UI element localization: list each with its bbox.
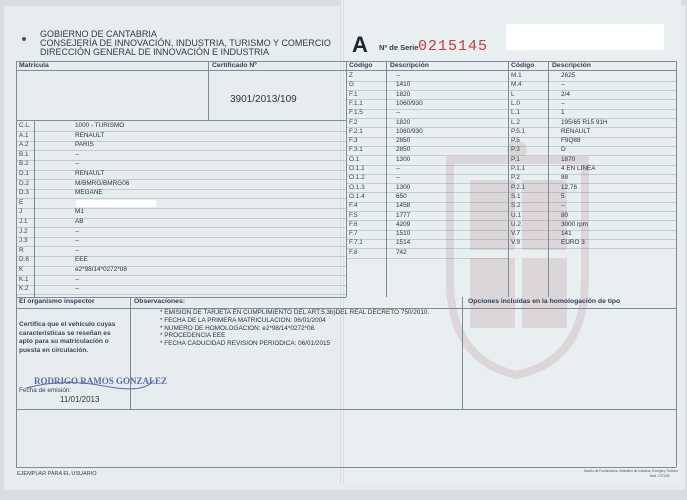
mid-field-row-divider xyxy=(346,258,508,259)
left-field-value: MEGANE xyxy=(75,189,103,197)
mid-field-value: -- xyxy=(396,72,401,79)
right-field-row-divider xyxy=(508,192,676,193)
left-field-value: RENAULT xyxy=(75,131,105,139)
mid-field-row-divider xyxy=(346,192,508,193)
matricula-header: Matrícula xyxy=(19,62,49,69)
right-field-code: V.7 xyxy=(511,230,521,238)
left-field-code: K xyxy=(19,266,24,273)
mid-field-value: 1300 xyxy=(396,155,411,163)
left-field-value: M/BMRG/BMRG06 xyxy=(75,179,130,187)
left-field-code: A.2 xyxy=(19,141,29,149)
left-field-code: J.1 xyxy=(19,218,28,225)
left-field-row-divider xyxy=(16,150,346,151)
mid-field-code: F.2 xyxy=(349,118,358,126)
right-field-code: M.1 xyxy=(511,72,522,79)
right-field-row-divider xyxy=(508,239,676,240)
left-field-row-divider xyxy=(16,227,346,228)
mid-field-value: 1458 xyxy=(396,202,411,210)
left-field-code: J.3 xyxy=(19,237,28,245)
right-field-value: 5 xyxy=(561,192,565,200)
right-field-row-divider xyxy=(508,174,676,175)
left-field-value: -- xyxy=(75,246,80,254)
right-field-row-divider xyxy=(508,90,676,91)
right-field-value: 12,76 xyxy=(561,183,577,191)
left-field-row-divider xyxy=(16,275,346,276)
descripcion-header-mid: Descripción xyxy=(390,62,429,69)
mid-field-row-divider xyxy=(346,109,508,110)
right-field-value: -- xyxy=(561,202,566,210)
right-field-value: 195/65 R15 91H xyxy=(561,118,608,126)
right-field-row-divider xyxy=(508,248,676,249)
left-field-code: D.6 xyxy=(19,256,29,264)
right-field-value: 141 xyxy=(561,230,572,238)
right-field-value: 3000 rpm xyxy=(561,220,588,228)
left-field-row-divider xyxy=(16,179,346,180)
left-field-value: -- xyxy=(75,237,80,245)
right-field-code: P.5.1 xyxy=(511,127,526,135)
right-field-code: P.1 xyxy=(511,155,520,163)
mid-field-value: 1777 xyxy=(396,211,411,219)
redacted-area xyxy=(506,24,664,50)
mid-field-code: F.7.1 xyxy=(349,239,363,247)
right-field-code: M.4 xyxy=(511,81,522,89)
mid-field-code: F.1.1 xyxy=(349,99,363,107)
descripcion-header-right: Descripción xyxy=(552,62,591,69)
left-field-code: B.1 xyxy=(19,150,29,158)
mid-field-code: O.1.3 xyxy=(349,183,365,191)
mid-field-code: F.3 xyxy=(349,137,358,145)
left-field-row-divider xyxy=(16,246,346,247)
footer-left: EJEMPLAR PARA EL USUARIO xyxy=(17,471,97,477)
fecha-label: Fecha de emisión: xyxy=(19,387,72,394)
mid-field-code: F.6 xyxy=(349,220,358,228)
right-field-value: 1870 xyxy=(561,155,576,163)
footer-right-2: Mod. 1701/06 xyxy=(650,474,670,478)
mid-field-row-divider xyxy=(346,146,508,147)
codigo-header-right: Código xyxy=(511,62,535,69)
left-field-value: 1000 - TURISMO xyxy=(75,122,125,129)
observacion-line: * FECHA CADUCIDAD REVISION PERIODICA: 06/01/2015 xyxy=(160,340,331,348)
right-field-code: S.2 xyxy=(511,202,521,210)
mid-field-code: O.1 xyxy=(349,155,360,163)
right-field-value: F9Q88 xyxy=(561,137,581,145)
right-field-row-divider xyxy=(508,220,676,221)
left-field-value: -- xyxy=(75,285,80,293)
left-field-row-divider xyxy=(16,160,346,161)
mid-field-row-divider xyxy=(346,211,508,212)
left-field-value: RENAULT xyxy=(75,170,105,177)
left-field-value: -- xyxy=(75,160,80,168)
left-field-row-divider xyxy=(16,198,346,199)
right-field-code: L xyxy=(511,90,515,98)
left-field-row-divider xyxy=(16,294,346,295)
certify-line: Certifica que el vehículo cuyas xyxy=(19,321,116,328)
right-field-code: V.9 xyxy=(511,239,521,247)
left-field-value: -- xyxy=(75,275,80,283)
inspector-title: El organismo inspector xyxy=(19,298,95,305)
mid-field-value: -- xyxy=(396,165,401,172)
certify-line: puesta en circulación. xyxy=(19,346,89,354)
right-field-value: 2/4 xyxy=(561,90,570,98)
certify-line: características se reseñan es xyxy=(19,329,111,337)
mid-field-value: 1300 xyxy=(396,183,411,191)
left-field-value: M1 xyxy=(75,208,84,216)
mid-field-code: F.5 xyxy=(349,211,358,219)
mid-field-row-divider xyxy=(346,165,508,166)
mid-field-row-divider xyxy=(346,230,508,231)
serie-letter: A xyxy=(352,32,368,57)
left-field-row-divider xyxy=(16,237,346,238)
mid-field-row-divider xyxy=(346,174,508,175)
government-logo xyxy=(20,30,28,38)
mid-field-row-divider xyxy=(346,220,508,221)
left-field-code: D.3 xyxy=(19,189,29,197)
footer-right-1: Diseño de Fundaciones. Ministerio de Industria, Energía y Turismo xyxy=(584,469,679,473)
mid-field-value: 742 xyxy=(396,248,407,256)
left-field-value: e2*98/14*0272*08 xyxy=(75,266,127,273)
left-field-code: B.2 xyxy=(19,160,29,168)
right-field-value: -- xyxy=(561,81,566,89)
right-field-code: P.2 xyxy=(511,174,520,182)
mid-field-code: F.8 xyxy=(349,248,358,256)
right-field-code: U.1 xyxy=(511,211,521,219)
left-field-code: C.L. xyxy=(19,122,31,129)
mid-field-code: Z xyxy=(349,72,353,79)
mid-field-row-divider xyxy=(346,183,508,184)
mid-field-code: O.1.4 xyxy=(349,192,365,200)
mid-field-value: 1060/930 xyxy=(396,127,423,135)
codigo-header-mid: Código xyxy=(349,62,373,69)
mid-field-value: -- xyxy=(396,109,401,117)
inspector-signature: RODRIGO RAMOS GONZALEZ xyxy=(34,376,168,386)
right-field-row-divider xyxy=(508,81,676,82)
left-field-code: R xyxy=(19,246,24,254)
right-field-code: P.5 xyxy=(511,137,520,145)
left-field-value: AB xyxy=(75,218,84,225)
right-field-row-divider xyxy=(508,137,676,138)
header-line-2: CONSEJERÍA DE INNOVACIÓN, INDUSTRIA, TURISMO Y COMERCIO xyxy=(40,38,331,48)
observacion-line: * EMISION DE TARJETA EN CUMPLIMIENTO DEL ART.5.3b)DEL REAL DECRETO 750/2010. xyxy=(160,309,430,316)
header-line-1: GOBIERNO DE CANTABRIA xyxy=(40,29,157,39)
right-field-value: -- xyxy=(561,99,566,107)
mid-field-row-divider xyxy=(346,118,508,119)
mid-field-code: G xyxy=(349,81,354,89)
left-field-row-divider xyxy=(16,285,346,286)
right-field-value: 4 EN LINEA xyxy=(561,165,596,172)
left-field-row-divider xyxy=(16,141,346,142)
mid-field-row-divider xyxy=(346,202,508,203)
left-field-row-divider xyxy=(16,189,346,190)
left-field-value: -- xyxy=(75,227,80,235)
mid-field-value: 650 xyxy=(396,192,407,200)
observaciones-title: Observaciones: xyxy=(134,298,185,305)
mid-field-row-divider xyxy=(346,99,508,100)
header-line-3: DIRECCIÓN GENERAL DE INNOVACIÓN E INDUSTRIA xyxy=(40,47,270,57)
mid-field-code: F.2.1 xyxy=(349,127,363,135)
right-field-row-divider xyxy=(508,127,676,128)
mid-field-code: F.1.5 xyxy=(349,109,363,117)
certificate-number: 3901/2013/109 xyxy=(230,94,297,105)
mid-field-row-divider xyxy=(346,127,508,128)
mid-field-row-divider xyxy=(346,90,508,91)
center-fold xyxy=(340,0,344,484)
serie-number: 0215145 xyxy=(418,38,489,55)
right-field-code: L.1 xyxy=(511,109,520,117)
right-field-value: 1 xyxy=(561,109,565,117)
right-field-row-divider xyxy=(508,202,676,203)
right-field-value: RENAULT xyxy=(561,127,591,135)
right-field-value: 88 xyxy=(561,174,569,182)
right-field-row-divider xyxy=(508,155,676,156)
right-field-value: EURO 3 xyxy=(561,239,585,247)
left-field-value: -- xyxy=(75,150,80,158)
mid-field-value: -- xyxy=(396,174,401,182)
mid-field-value: 1510 xyxy=(396,230,411,238)
mid-field-value: 1060/930 xyxy=(396,99,423,107)
opciones-title: Opciones incluídas en la homologación de tipo xyxy=(468,298,621,305)
mid-field-row-divider xyxy=(346,248,508,249)
left-field-code: J.2 xyxy=(19,227,28,235)
left-field-value: EEE xyxy=(75,256,88,264)
left-field-code: E xyxy=(19,198,24,206)
mid-field-value: 1514 xyxy=(396,239,411,247)
serie-label: Nº de Serie xyxy=(379,43,419,52)
right-field-row-divider xyxy=(508,109,676,110)
right-field-row-divider xyxy=(508,211,676,212)
mid-field-code: F.1 xyxy=(349,90,358,98)
mid-field-row-divider xyxy=(346,81,508,82)
left-field-row-divider xyxy=(16,218,346,219)
observacion-line: * NUMERO DE HOMOLOGACION: e2*98/14*0272*08. xyxy=(160,324,316,332)
mid-field-code: F.3.1 xyxy=(349,146,363,154)
left-field-row-divider xyxy=(16,256,346,257)
right-field-code: P.3 xyxy=(511,146,520,154)
right-field-code: U.2 xyxy=(511,220,521,228)
mid-field-value: 1410 xyxy=(396,81,411,89)
left-field-value: PARIS xyxy=(75,141,94,149)
right-field-code: L.2 xyxy=(511,118,520,126)
mid-field-value: 1820 xyxy=(396,118,411,126)
right-field-value: 2625 xyxy=(561,72,576,79)
left-field-code: J xyxy=(19,208,23,216)
left-field-row-divider xyxy=(16,131,346,132)
observacion-line: * PROCEDENCIA EEE xyxy=(160,332,226,340)
right-field-code: L.0 xyxy=(511,99,520,107)
mid-field-row-divider xyxy=(346,239,508,240)
mid-field-row-divider xyxy=(346,155,508,156)
mid-field-code: F.7 xyxy=(349,230,358,238)
mid-field-value: 2850 xyxy=(396,146,411,154)
mid-field-value: 2850 xyxy=(396,137,411,145)
mid-field-value: 1820 xyxy=(396,90,411,98)
mid-field-row-divider xyxy=(346,137,508,138)
right-field-row-divider xyxy=(508,146,676,147)
left-field-code: K.2 xyxy=(19,285,29,293)
right-field-code: S.1 xyxy=(511,192,521,200)
left-field-code: A.1 xyxy=(19,131,29,139)
observacion-line: * FECHA DE LA PRIMERA MATRICULACION: 06/01/2004 xyxy=(160,316,326,324)
mid-field-code: O.1.2 xyxy=(349,174,365,182)
right-field-row-divider xyxy=(508,183,676,184)
left-field-code: D.2 xyxy=(19,179,29,187)
right-field-code: P.1.1 xyxy=(511,165,526,172)
left-field-row-divider xyxy=(16,170,346,171)
redacted-vin xyxy=(76,200,156,207)
right-field-value: D xyxy=(561,146,566,154)
right-field-row-divider xyxy=(508,99,676,100)
left-field-code: K.1 xyxy=(19,275,29,283)
left-field-row-divider xyxy=(16,208,346,209)
certify-line: apto para su matriculación o xyxy=(19,338,109,345)
certificado-header: Certificado Nº xyxy=(212,62,257,69)
mid-field-code: F.4 xyxy=(349,202,358,210)
mid-field-code: O.1.1 xyxy=(349,165,365,172)
fecha-emision: 11/01/2013 xyxy=(60,395,100,404)
left-field-row-divider xyxy=(16,266,346,267)
right-field-row-divider xyxy=(508,230,676,231)
mid-field-value: 4209 xyxy=(396,220,411,228)
left-field-code: D.1 xyxy=(19,170,29,177)
right-field-value: 80 xyxy=(561,211,569,219)
right-field-code: P.2.1 xyxy=(511,183,526,191)
